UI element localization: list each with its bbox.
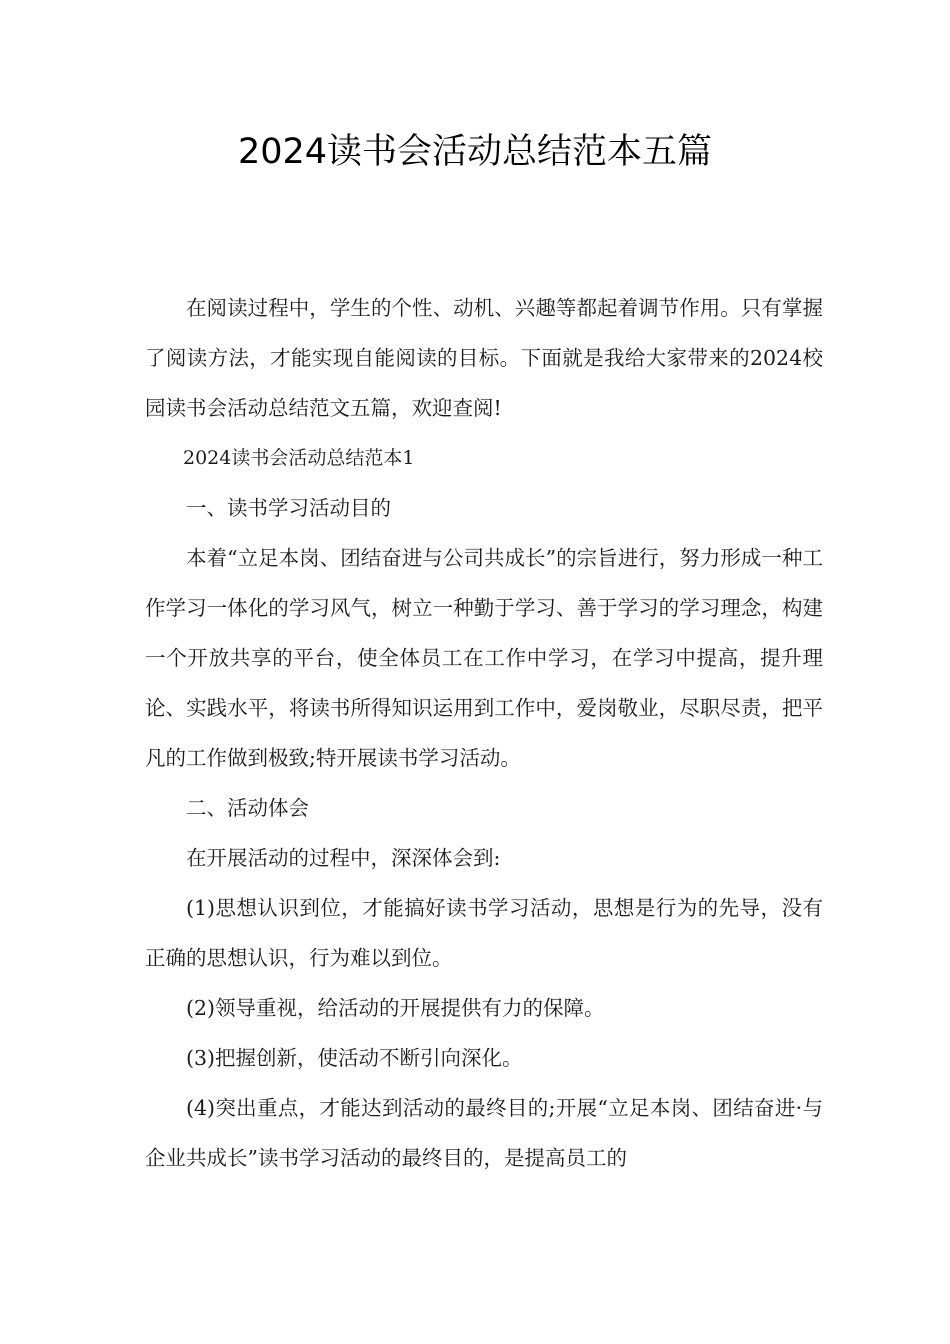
experience-item-1: (1)思想认识到位，才能搞好读书学习活动，思想是行为的先导，没有正确的思想认识，行为难以到位。	[145, 896, 823, 970]
experience-item-4: (4)突出重点，才能达到活动的最终目的;开展“立足本岗、团结奋进·与企业共成长”读书学习活动的最终目的，是提高员工的	[145, 1096, 823, 1170]
subheading-purpose: 一、读书学习活动目的	[186, 496, 391, 520]
experience-item-3: (3)把握创新，使活动不断引向深化。	[186, 1046, 523, 1070]
section-heading-1: 2024读书会活动总结范本1	[183, 447, 415, 469]
experience-intro: 在开展活动的过程中，深深体会到:	[186, 846, 501, 870]
document-body	[145, 283, 823, 1183]
subheading-experience: 二、活动体会	[186, 796, 309, 820]
purpose-paragraph: 本着“立足本岗、团结奋进与公司共成长”的宗旨进行，努力形成一种工作学习一体化的学习风气，树立一种勤于学习、善于学习的学习理念，构建一个开放共享的平台，使全体员工在工作中学习，在学习中提高，提升理论、实践水平，将读书所得知识运用到工作中，爱岗敬业，尽职尽责，把平凡的工作做到极致;特开展读书学习活动。	[145, 546, 823, 770]
document-title: 2024读书会活动总结范本五篇	[237, 132, 713, 172]
intro-paragraph: 在阅读过程中，学生的个性、动机、兴趣等都起着调节作用。只有掌握了阅读方法，才能实现自能阅读的目标。下面就是我给大家带来的2024校园读书会活动总结范文五篇，欢迎查阅!	[145, 296, 823, 420]
experience-item-2: (2)领导重视，给活动的开展提供有力的保障。	[186, 996, 605, 1020]
